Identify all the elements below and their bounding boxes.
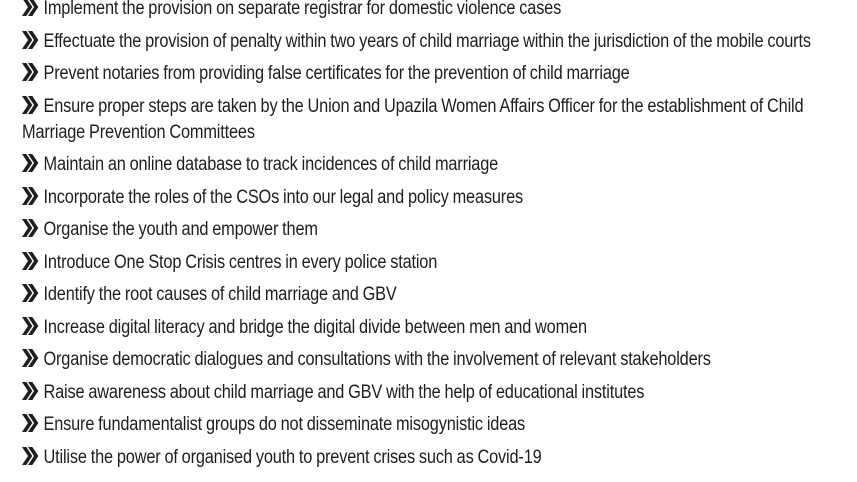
list-item — [22, 380, 841, 406]
double-chevron-right-icon — [22, 252, 39, 270]
list-item-text: Effectuate the provision of penalty within two years of child marriage within the jurisdiction of the mobile courts — [43, 30, 811, 52]
list-item-text: Raise awareness about child marriage and GBV with the help of educational institutes — [43, 381, 645, 403]
list-item-text: Implement the provision on separate registrar for domestic violence cases — [43, 0, 562, 19]
double-chevron-right-icon — [22, 447, 39, 465]
list-item-text: Organise democratic dialogues and consultations with the involvement of relevant stakeholders — [43, 349, 711, 370]
double-chevron-right-icon — [22, 349, 39, 367]
list-item — [22, 0, 841, 22]
list-item-text: Organise the youth and empower them — [43, 219, 318, 240]
double-chevron-right-icon — [22, 382, 39, 400]
list-item-text: Ensure proper steps are taken by the Union and Upazila Women Affairs Officer for the establishment of Child Marriage Prevention Committees — [22, 95, 804, 143]
list-item — [22, 412, 841, 438]
double-chevron-right-icon — [22, 317, 39, 335]
list-item-text: Ensure fundamentalist groups do not disseminate misogynistic ideas — [43, 414, 526, 435]
double-chevron-right-icon — [22, 96, 39, 114]
list-item — [22, 29, 841, 55]
double-chevron-right-icon — [22, 219, 39, 237]
double-chevron-right-icon — [22, 284, 39, 302]
list-item-text: Increase digital literacy and bridge the digital divide between men and women — [43, 316, 587, 338]
double-chevron-right-icon — [22, 31, 39, 49]
list-item — [22, 94, 841, 146]
list-item — [22, 315, 841, 341]
list-item-text: Identify the root causes of child marriage and GBV — [43, 284, 397, 305]
list-item — [22, 445, 841, 471]
double-chevron-right-icon — [22, 0, 39, 16]
list-item-text: Introduce One Stop Crisis centres in every police station — [43, 251, 438, 273]
double-chevron-right-icon — [22, 414, 39, 432]
list-item — [22, 185, 841, 211]
list-item-text: Incorporate the roles of the CSOs into our legal and policy measures — [43, 186, 523, 208]
recommendations-list — [22, 0, 842, 477]
list-item — [22, 282, 841, 308]
list-item-text: Utilise the power of organised youth to prevent crises such as Covid-19 — [43, 446, 542, 468]
list-item-text: Maintain an online database to track incidences of child marriage — [43, 154, 499, 175]
double-chevron-right-icon — [22, 187, 39, 205]
list-item — [22, 250, 841, 276]
list-item — [22, 217, 841, 243]
list-item-text: Prevent notaries from providing false certificates for the prevention of child marriage — [43, 63, 630, 84]
double-chevron-right-icon — [22, 63, 39, 81]
list-item — [22, 61, 841, 87]
double-chevron-right-icon — [22, 154, 39, 172]
list-item — [22, 347, 841, 373]
list-item — [22, 152, 841, 178]
